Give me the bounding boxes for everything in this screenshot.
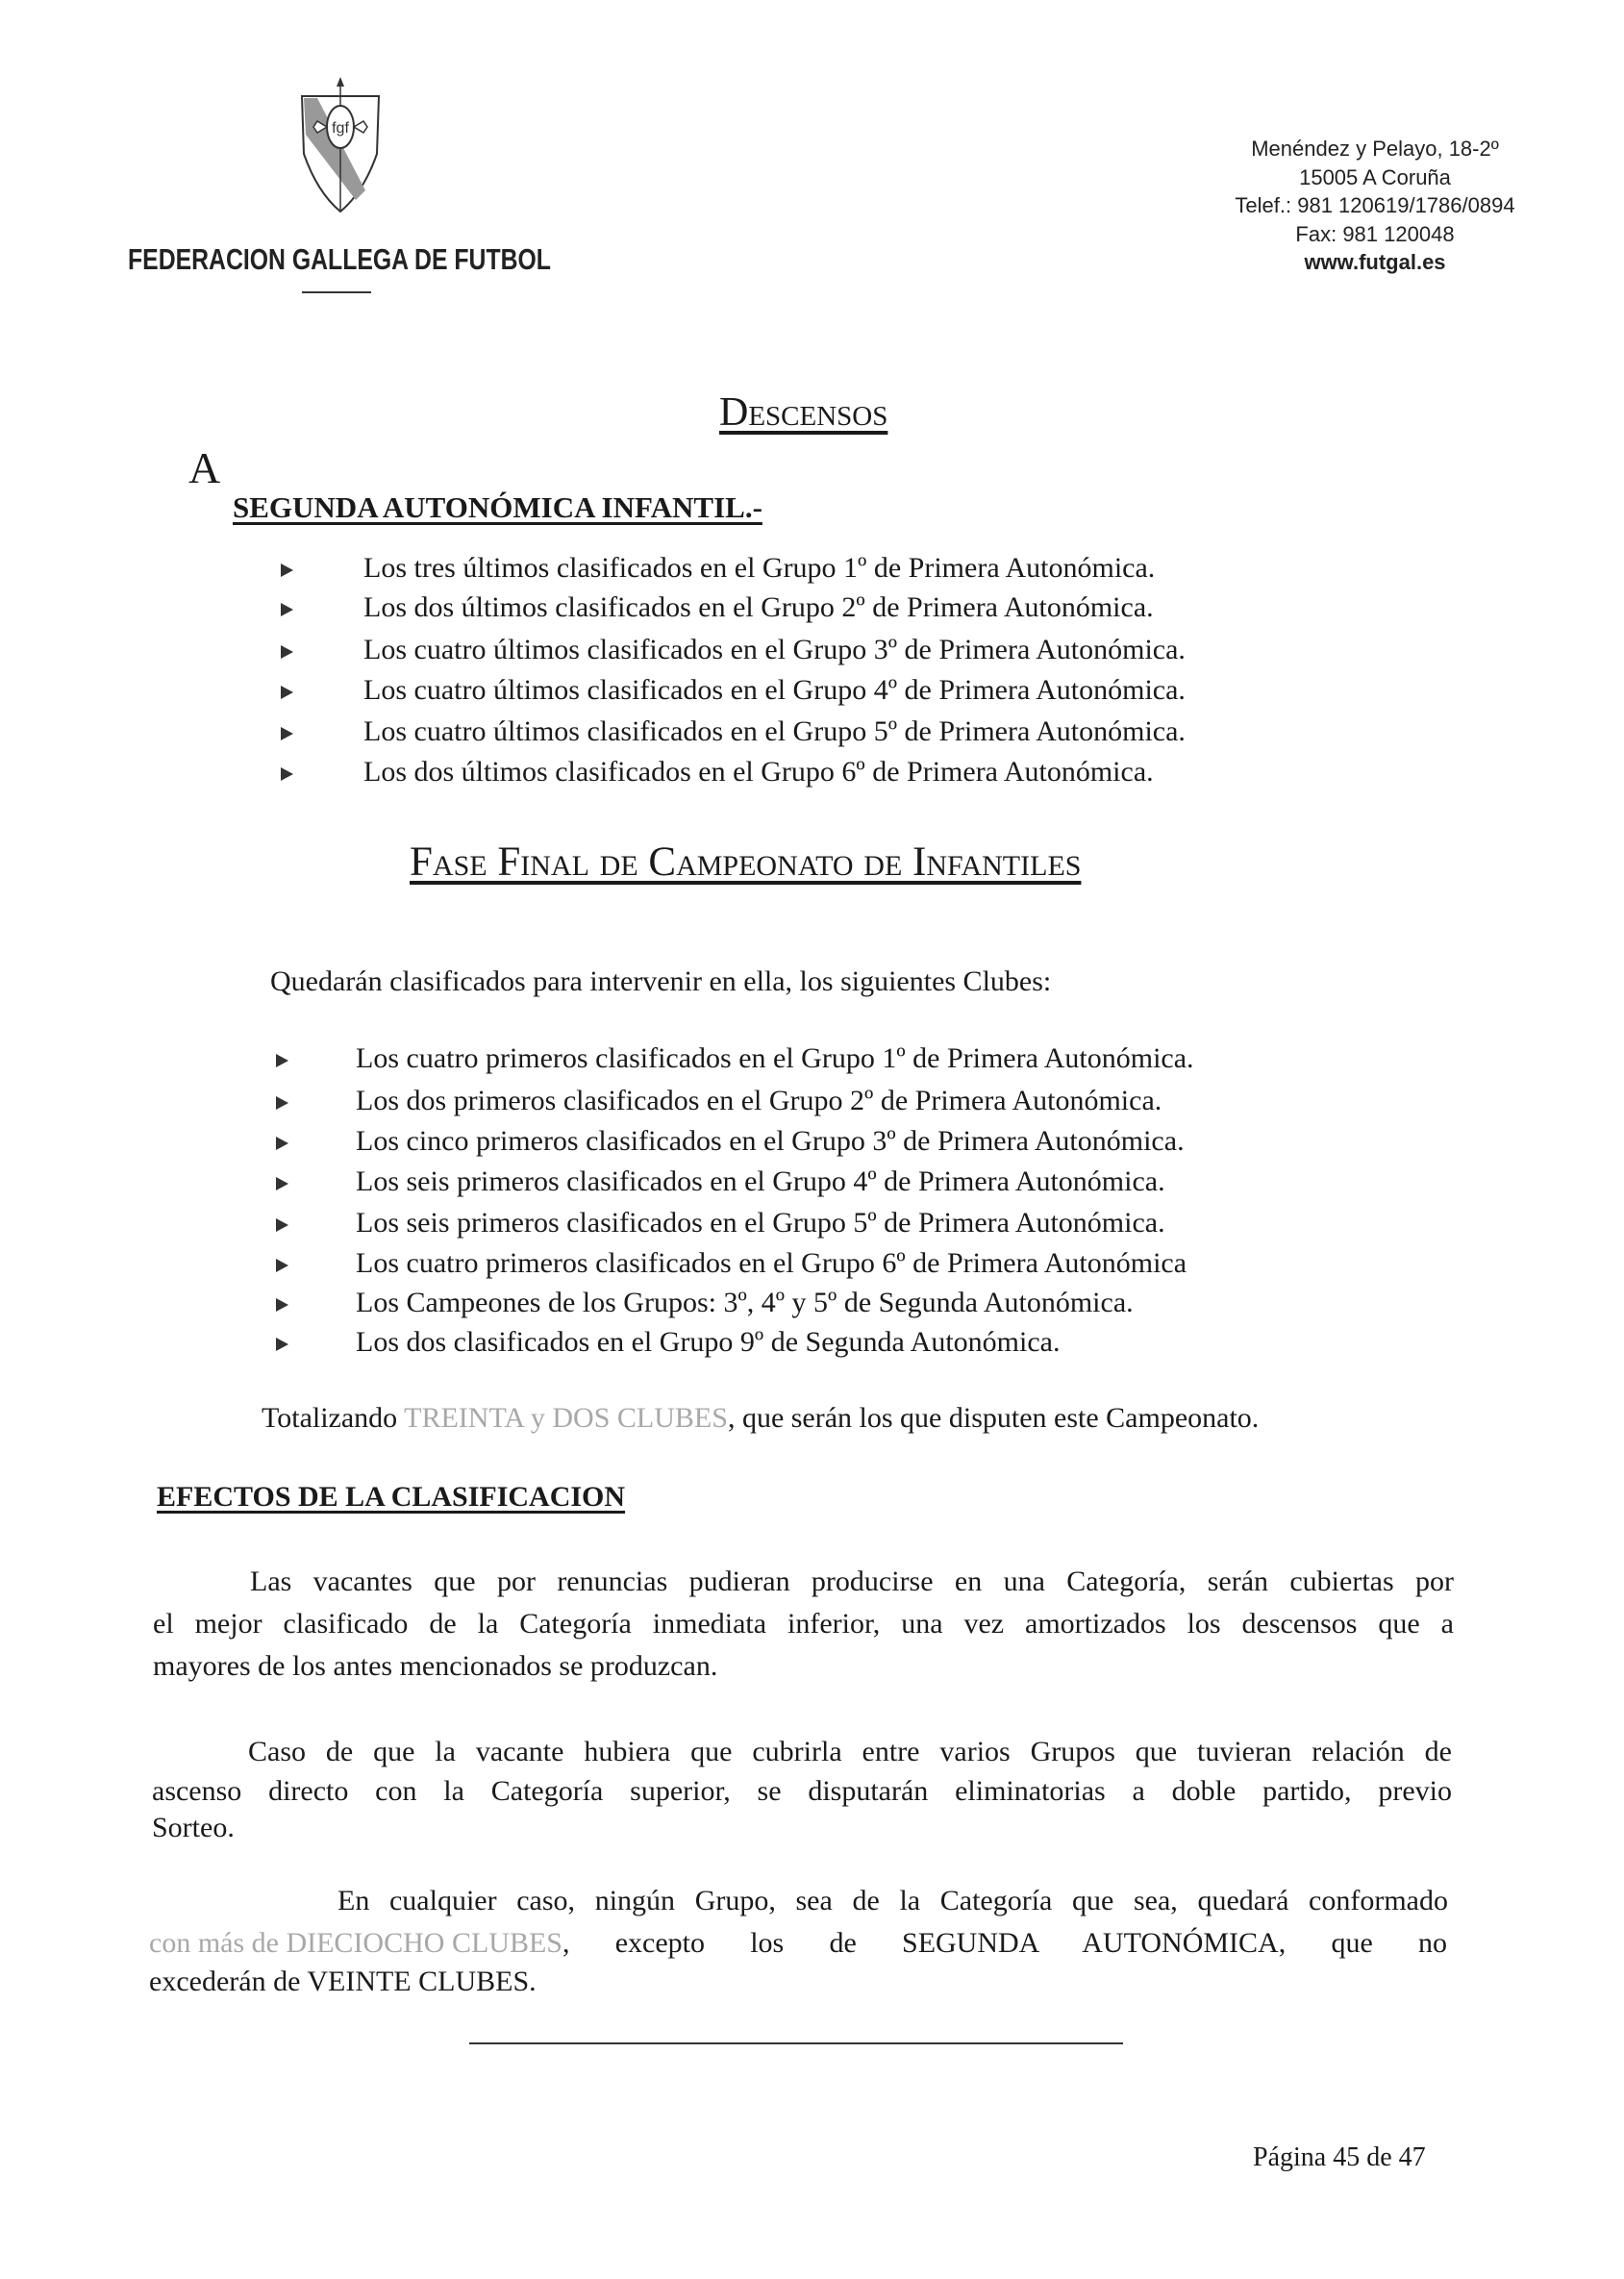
website-link[interactable]: www.futgal.es <box>1304 250 1446 274</box>
divider <box>302 291 371 293</box>
paragraph-line: excederán de VEINTE CLUBES. <box>149 1966 537 1997</box>
svg-text:fgf: fgf <box>332 120 349 137</box>
paragraph-line: Sorteo. <box>152 1812 235 1843</box>
fase-final-intro: Quedarán clasificados para intervenir en ella, los siguientes Clubes: <box>270 965 1052 997</box>
bullet-triangle-icon <box>276 1054 288 1067</box>
paragraph-line: ascenso directo con la Categoría superior, se disputarán eliminatorias a doble partido, previo <box>152 1775 1452 1807</box>
list-item: Los Campeones de los Grupos: 3º, 4º y 5º de Segunda Autonómica. <box>356 1287 1134 1318</box>
section-title-efectos: EFECTOS DE LA CLASIFICACION <box>157 1481 626 1513</box>
paragraph-line: el mejor clasificado de la Categoría inmediata inferior, una vez amortizados los descensos que a <box>153 1608 1454 1640</box>
section-title-descensos: Descensos <box>719 390 888 435</box>
paragraph-line <box>149 1927 1447 1960</box>
total-prefix: Totalizando <box>262 1402 405 1434</box>
paragraph-line: Caso de que la vacante hubiera que cubrirla entre varios Grupos que tuvieran relación de <box>248 1736 1452 1767</box>
list-item: Los cuatro primeros clasificados en el Grupo 6º de Primera Autonómica <box>356 1247 1187 1279</box>
federation-crest-logo <box>296 77 385 213</box>
total-line <box>262 1402 1259 1435</box>
list-item: Los cinco primeros clasificados en el Grupo 3º de Primera Autonómica. <box>356 1125 1185 1157</box>
bullet-triangle-icon <box>281 563 293 577</box>
list-item: Los cuatro últimos clasificados en el Grupo 4º de Primera Autonómica. <box>363 674 1186 706</box>
address-line: Menéndez y Pelayo, 18-2º <box>1251 137 1499 161</box>
address-block <box>1183 135 1567 277</box>
bullet-triangle-icon <box>276 1218 288 1232</box>
federation-name: FEDERACION GALLEGA DE FUTBOL <box>128 242 551 276</box>
list-item: Los dos primeros clasificados en el Grupo 2º de Primera Autonómica. <box>356 1085 1162 1116</box>
list-item: Los dos últimos clasificados en el Grupo 2º de Primera Autonómica. <box>363 591 1154 623</box>
list-item: Los cuatro últimos clasificados en el Grupo 3º de Primera Autonómica. <box>363 634 1186 665</box>
bullet-triangle-icon <box>281 767 293 781</box>
list-item: Los seis primeros clasificados en el Grupo 5º de Primera Autonómica. <box>356 1207 1165 1239</box>
bullet-triangle-icon <box>281 686 293 699</box>
bullet-triangle-icon <box>276 1338 288 1351</box>
paragraph-line: Las vacantes que por renuncias pudieran producirse en una Categoría, serán cubiertas por <box>250 1565 1454 1597</box>
bullet-triangle-icon <box>281 727 293 740</box>
list-item: Los cuatro primeros clasificados en el Grupo 1º de Primera Autonómica. <box>356 1042 1194 1074</box>
bullet-triangle-icon <box>281 603 293 616</box>
list-item: Los dos clasificados en el Grupo 9º de Segunda Autonómica. <box>356 1326 1061 1358</box>
bullet-triangle-icon <box>276 1259 288 1272</box>
total-highlight: TREINTA y DOS CLUBES <box>404 1402 728 1434</box>
prefix-letter: A <box>188 443 221 492</box>
section-title-fase-final: Fase Final de Campeonato de Infantiles <box>410 839 1082 885</box>
fax-line: Fax: 981 120048 <box>1295 221 1455 246</box>
paragraph-line: mayores de los antes mencionados se produzcan. <box>153 1650 718 1682</box>
footer-rule <box>469 2042 1123 2044</box>
bullet-triangle-icon <box>276 1137 288 1150</box>
gray-text: con más de DIECIOCHO CLUBES <box>149 1927 562 1959</box>
list-item: Los tres últimos clasificados en el Grupo 1º de Primera Autonómica. <box>363 552 1156 584</box>
list-item: Los cuatro últimos clasificados en el Grupo 5º de Primera Autonómica. <box>363 715 1186 747</box>
phone-line: Telef.: 981 120619/1786/0894 <box>1235 193 1515 217</box>
total-suffix: , que serán los que disputen este Campeonato. <box>727 1402 1260 1434</box>
paragraph-line: En cualquier caso, ningún Grupo, sea de la Categoría que sea, quedará conformado <box>337 1885 1448 1916</box>
list-item: Los seis primeros clasificados en el Grupo 4º de Primera Autonómica. <box>356 1165 1165 1197</box>
line-rest: , excepto los de SEGUNDA AUTONÓMICA, que no <box>562 1927 1447 1959</box>
bullet-triangle-icon <box>281 645 293 659</box>
bullet-triangle-icon <box>276 1298 288 1312</box>
subsection-title: SEGUNDA AUTONÓMICA INFANTIL.- <box>233 490 762 524</box>
address-line: 15005 A Coruña <box>1299 164 1451 189</box>
bullet-triangle-icon <box>276 1177 288 1190</box>
page-number: Página 45 de 47 <box>1253 2142 1426 2172</box>
bullet-triangle-icon <box>276 1096 288 1110</box>
list-item: Los dos últimos clasificados en el Grupo 6º de Primera Autonómica. <box>363 756 1154 788</box>
